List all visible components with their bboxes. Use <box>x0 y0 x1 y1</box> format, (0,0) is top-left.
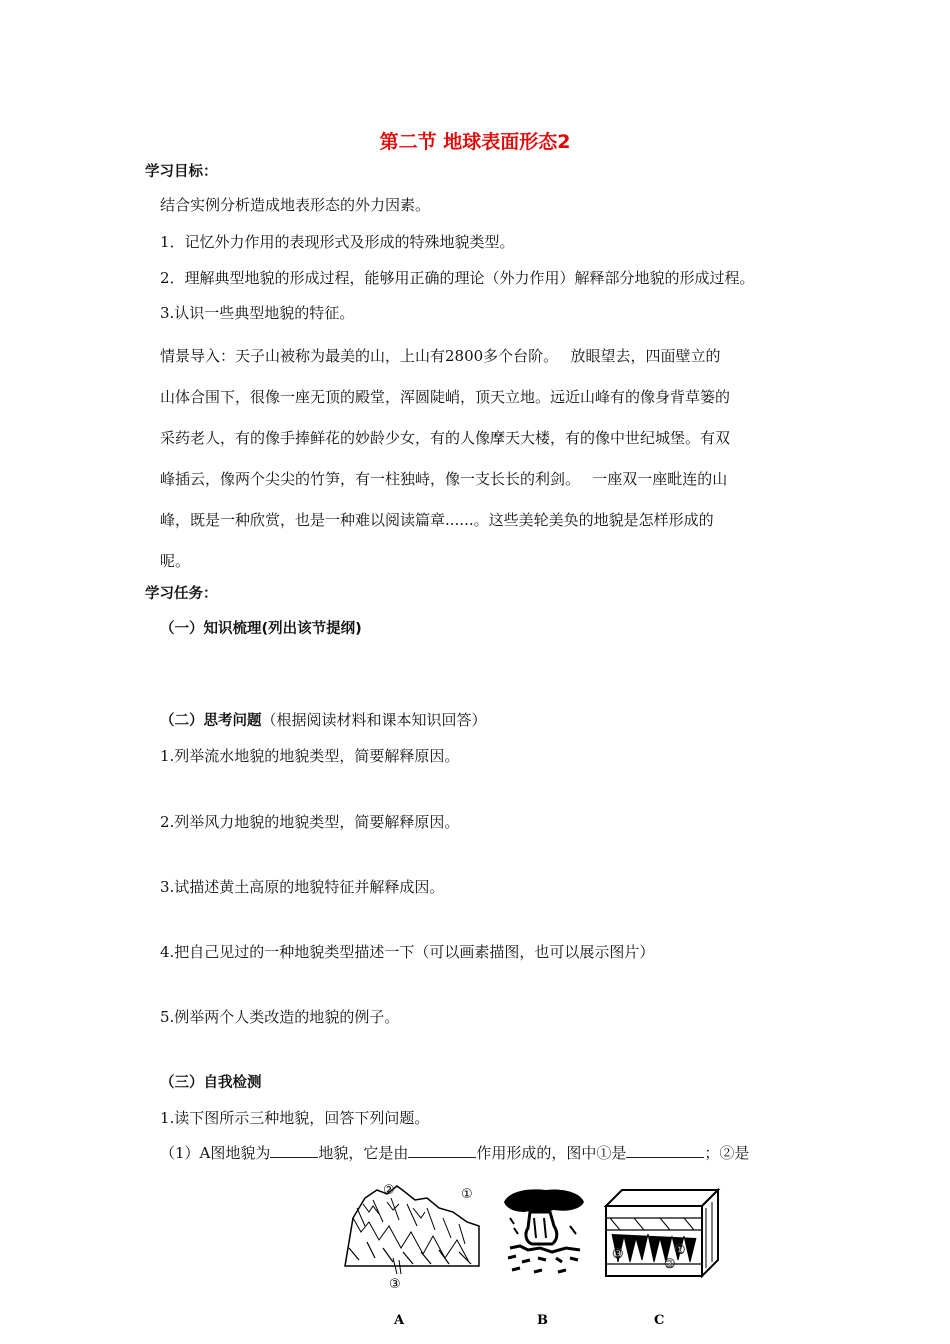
marker-2: ② <box>664 1257 676 1272</box>
intro-line: 山体合围下，很像一座无顶的殿堂，浑圆陡峭，顶天立地。远近山峰有的像身背草篓的 <box>160 388 731 406</box>
objective-1: 1．记忆外力作用的表现形式及形成的特殊地貌类型。 <box>160 233 515 251</box>
sub-text: 作用形成的，图中①是 <box>476 1144 627 1162</box>
question-5: 5.例举两个人类改造的地貌的例子。 <box>160 1008 400 1026</box>
question-1: 1.列举流水地貌的地貌类型，简要解释原因。 <box>160 747 460 765</box>
question-2: 2.列举风力地貌的地貌类型，简要解释原因。 <box>160 813 460 831</box>
objectives-heading: 学习目标： <box>145 164 218 180</box>
answer-blank[interactable] <box>408 1143 476 1158</box>
intro-line: 峰，既是一种欣赏，也是一种难以阅读篇章......。这些美轮美奂的地貌是怎样形成的 <box>160 511 714 529</box>
marker-1: ① <box>461 1187 473 1202</box>
tasks-heading: 学习任务： <box>145 586 218 602</box>
marker-3: ③ <box>612 1247 624 1262</box>
figure-a-label: A <box>394 1313 405 1328</box>
question-3: 3.试描述黄土高原的地貌特征并解释成因。 <box>160 878 445 896</box>
objective-intro: 结合实例分析造成地表形态的外力因素。 <box>160 196 431 214</box>
intro-line: 呢。 <box>160 552 191 570</box>
question-4: 4.把自己见过的一种地貌类型描述一下（可以画素描图，也可以展示图片） <box>160 943 655 961</box>
intro-paragraph <box>160 336 810 582</box>
section-self-test: （三）自我检测 <box>160 1075 262 1091</box>
sub-text: （1）A图地貌为 <box>160 1144 271 1162</box>
answer-blank[interactable] <box>270 1143 318 1158</box>
mushroom-rock-illustration <box>500 1178 590 1328</box>
page-title: 第二节 地球表面形态2 <box>379 131 571 153</box>
figure-b <box>500 1178 590 1328</box>
marker-3: ③ <box>389 1277 401 1292</box>
sub-text: ；②是 <box>704 1144 750 1162</box>
section-questions-note: （根据阅读材料和课本知识回答） <box>261 711 487 729</box>
marker-1: ① <box>674 1243 686 1258</box>
test-question-1: 1.读下图所示三种地貌，回答下列问题。 <box>160 1109 430 1127</box>
figure-a <box>343 1178 483 1328</box>
section-questions <box>160 709 487 730</box>
objective-2: 2．理解典型地貌的形成过程，能够用正确的理论（外力作用）解释部分地貌的形成过程。 <box>160 269 755 287</box>
sub-text: 地貌，它是由 <box>318 1144 409 1162</box>
section-questions-title: （二）思考问题 <box>160 713 262 729</box>
figure-c-label: C <box>654 1313 665 1328</box>
marker-2: ② <box>383 1183 395 1198</box>
answer-blank[interactable] <box>626 1143 704 1158</box>
karst-cave-illustration <box>600 1178 725 1328</box>
section-knowledge: （一）知识梳理(列出该节提纲) <box>160 621 362 637</box>
intro-line: 采药老人，有的像手捧鲜花的妙龄少女，有的人像摩天大楼，有的像中世纪城堡。有双 <box>160 429 731 447</box>
mountain-landform-illustration <box>343 1178 483 1328</box>
test-question-1-sub <box>160 1142 749 1163</box>
figure-c <box>600 1178 725 1328</box>
intro-line: 情景导入：天子山被称为最美的山，上山有2800多个台阶。 放眼望去，四面壁立的 <box>160 347 721 365</box>
figure-b-label: B <box>537 1313 548 1328</box>
intro-line: 峰插云，像两个尖尖的竹笋，有一柱独峙，像一支长长的利剑。 一座双一座毗连的山 <box>160 470 728 488</box>
objective-3: 3.认识一些典型地貌的特征。 <box>160 304 355 322</box>
